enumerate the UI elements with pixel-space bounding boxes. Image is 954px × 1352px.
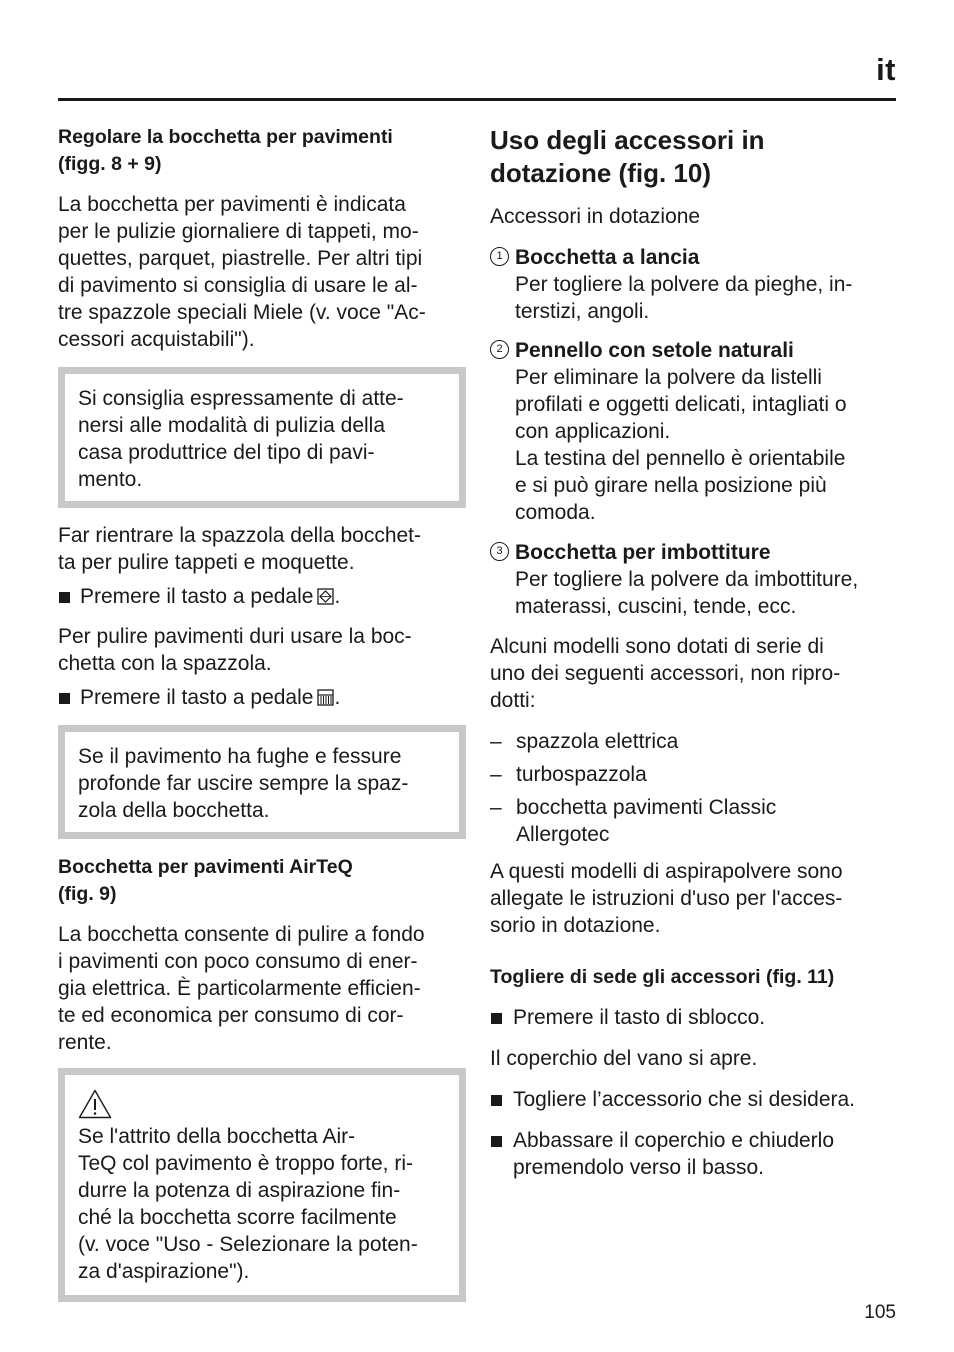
list-item — [490, 794, 896, 848]
header-rule — [58, 98, 896, 101]
accessory-item-upholstery-nozzle — [490, 539, 896, 620]
bullet-square-icon — [491, 1136, 502, 1147]
bullet-press-release — [490, 1004, 896, 1031]
number-circle-icon: 2 — [490, 340, 509, 359]
language-code: it — [876, 52, 896, 87]
accessory-title: Bocchetta a lancia — [515, 246, 700, 269]
text-line: uno dei seguenti accessori, non ripro- — [490, 662, 841, 685]
note-text — [78, 385, 447, 493]
text-line: profilati e oggetti delicati, intagliati o — [515, 393, 847, 416]
bullet-square-icon — [59, 592, 70, 603]
text-line: Si consiglia espressamente di atte- — [78, 387, 404, 410]
warning-box-suction-power — [58, 1068, 466, 1302]
text-line: La testina del pennello è orientabile — [515, 447, 846, 470]
text-line: rente. — [58, 1031, 112, 1054]
paragraph-instructions-included — [490, 858, 896, 939]
bullet-text: Premere il tasto a pedale — [80, 686, 314, 709]
text-line: gia elettrica. È particolarmente efficien- — [58, 977, 421, 1000]
paragraph-hard-floors — [58, 623, 466, 677]
paragraph-floor-nozzle — [58, 191, 466, 353]
heading-line: (figg. 8 + 9) — [58, 153, 162, 175]
accessory-title: Pennello con setole naturali — [515, 339, 794, 362]
bullet-square-icon — [491, 1013, 502, 1024]
bullet-remove-accessory — [490, 1086, 896, 1113]
heading-line: (fig. 9) — [58, 883, 117, 905]
bullet-text: Premere il tasto di sblocco. — [513, 1006, 766, 1029]
text-line: (v. voce "Uso - Selezionare la poten- — [78, 1233, 418, 1256]
bullet-press-carpet-pedal: Premere il tasto a pedale . — [58, 583, 466, 610]
section-heading-floor-nozzle — [58, 124, 466, 178]
paragraph-lid-opens: Il coperchio del vano si apre. — [490, 1047, 758, 1070]
text-line: TeQ col pavimento è troppo forte, ri- — [78, 1152, 413, 1175]
title-line: Uso degli accessori in — [490, 125, 765, 155]
bullet-square-icon — [491, 1095, 502, 1106]
text-line: allegate le istruzioni d'uso per l'acces- — [490, 887, 843, 910]
text-line: te ed economica per consumo di cor- — [58, 1004, 404, 1027]
bullet-square-icon — [59, 693, 70, 704]
text-line — [78, 1089, 447, 1150]
text-line: mento. — [78, 468, 143, 491]
paragraph-airteq — [58, 921, 466, 1056]
text-line: e si può girare nella posizione più — [515, 474, 827, 497]
list-item — [490, 761, 896, 788]
number-circle-icon: 3 — [490, 542, 509, 561]
text-line: comoda. — [515, 501, 596, 524]
accessory-item-crevice-nozzle — [490, 244, 896, 325]
bullet-text: Premere il tasto a pedale — [80, 585, 314, 608]
text-line: Per togliere la polvere da pieghe, in- — [515, 273, 853, 296]
text-line: con applicazioni. — [515, 420, 671, 443]
warning-triangle-icon — [78, 1089, 112, 1119]
list-item — [490, 728, 896, 755]
text-line: La bocchetta consente di pulire a fondo — [58, 923, 425, 946]
text-line: materassi, cuscini, tende, ecc. — [515, 595, 797, 618]
text-line: nersi alle modalità di pulizia della — [78, 414, 386, 437]
text-line: Se il pavimento ha fughe e fessure — [78, 745, 402, 768]
heading-line: Bocchetta per pavimenti AirTeQ — [58, 856, 353, 878]
optional-accessory-list — [490, 728, 896, 848]
bullet-text: Togliere l’accessorio che si desidera. — [513, 1088, 855, 1111]
right-column — [490, 124, 896, 1181]
list-item-text: Allergotec — [516, 823, 610, 846]
text-line: Per eliminare la polvere da listelli — [515, 366, 822, 389]
warning-text — [78, 1089, 447, 1285]
text-line: di pavimento si consiglia di usare le al- — [58, 274, 418, 297]
note-box-grout-advice — [58, 725, 466, 839]
text-line: cessori acquistabili"). — [58, 328, 255, 351]
heading-line: Regolare la bocchetta per pavimenti — [58, 126, 393, 148]
list-item-text: bocchetta pavimenti Classic — [516, 796, 777, 819]
text-line: i pavimenti con poco consumo di ener- — [58, 950, 418, 973]
bullet-press-brush-pedal: Premere il tasto a pedale . — [58, 684, 466, 711]
text-line: profonde far uscire sempre la spaz- — [78, 772, 409, 795]
brush-pedal-icon — [317, 689, 334, 706]
dash-icon: – — [490, 730, 502, 753]
note-box-cleaning-advice — [58, 367, 466, 508]
accessories-intro: Accessori in dotazione — [490, 205, 701, 228]
text-line: tre spazzole speciali Miele (v. voce "Ac- — [58, 301, 426, 324]
text-line: Per pulire pavimenti duri usare la boc- — [58, 625, 412, 648]
text-line: dotti: — [490, 689, 536, 712]
text-line: chetta con la spazzola. — [58, 652, 272, 675]
text-line: A questi modelli di aspirapolvere sono — [490, 860, 843, 883]
accessory-item-dusting-brush — [490, 337, 896, 526]
text-line: sorio in dotazione. — [490, 914, 661, 937]
section-heading-airteq — [58, 854, 466, 908]
text-line: za d'aspirazione"). — [78, 1260, 250, 1283]
bullet-text: premendolo verso il basso. — [513, 1156, 764, 1179]
text-line: Far rientrare la spazzola della bocchet- — [58, 524, 422, 547]
number-circle-icon: 1 — [490, 247, 509, 266]
paragraph-optional-accessories — [490, 633, 896, 714]
text-line: durre la potenza di aspirazione fin- — [78, 1179, 401, 1202]
page-number: 105 — [864, 1302, 896, 1323]
text-line: zola della bocchetta. — [78, 799, 270, 822]
text-line: terstizi, angoli. — [515, 300, 650, 323]
bullet-close-lid — [490, 1127, 896, 1181]
text-line: ta per pulire tappeti e moquette. — [58, 551, 355, 574]
list-item-text: spazzola elettrica — [516, 730, 679, 753]
dash-icon: – — [490, 796, 502, 819]
text-line: La bocchetta per pavimenti è indicata — [58, 193, 406, 216]
text-line: ché la bocchetta scorre facilmente — [78, 1206, 397, 1229]
note-text — [78, 743, 447, 824]
dash-icon: – — [490, 763, 502, 786]
text-line: per le pulizie giornaliere di tappeti, mo- — [58, 220, 419, 243]
carpet-pedal-icon — [317, 588, 334, 605]
title-line: dotazione (fig. 10) — [490, 158, 711, 188]
bullet-text: Abbassare il coperchio e chiuderlo — [513, 1129, 835, 1152]
text-line: casa produttrice del tipo di pavi- — [78, 441, 375, 464]
accessory-title: Bocchetta per imbottiture — [515, 541, 771, 564]
paragraph-retract-brush — [58, 522, 466, 576]
section-heading-remove-accessories: Togliere di sede gli accessori (fig. 11) — [490, 966, 835, 988]
text-line: Per togliere la polvere da imbottiture, — [515, 568, 859, 591]
warning-first-line: Se l'attrito della bocchetta Air- — [78, 1125, 356, 1148]
text-line: quettes, parquet, piastrelle. Per altri tipi — [58, 247, 423, 270]
text-line: Alcuni modelli sono dotati di serie di — [490, 635, 824, 658]
left-column — [58, 124, 466, 1302]
list-item-text: turbospazzola — [516, 763, 647, 786]
section-title-accessories — [490, 124, 896, 190]
